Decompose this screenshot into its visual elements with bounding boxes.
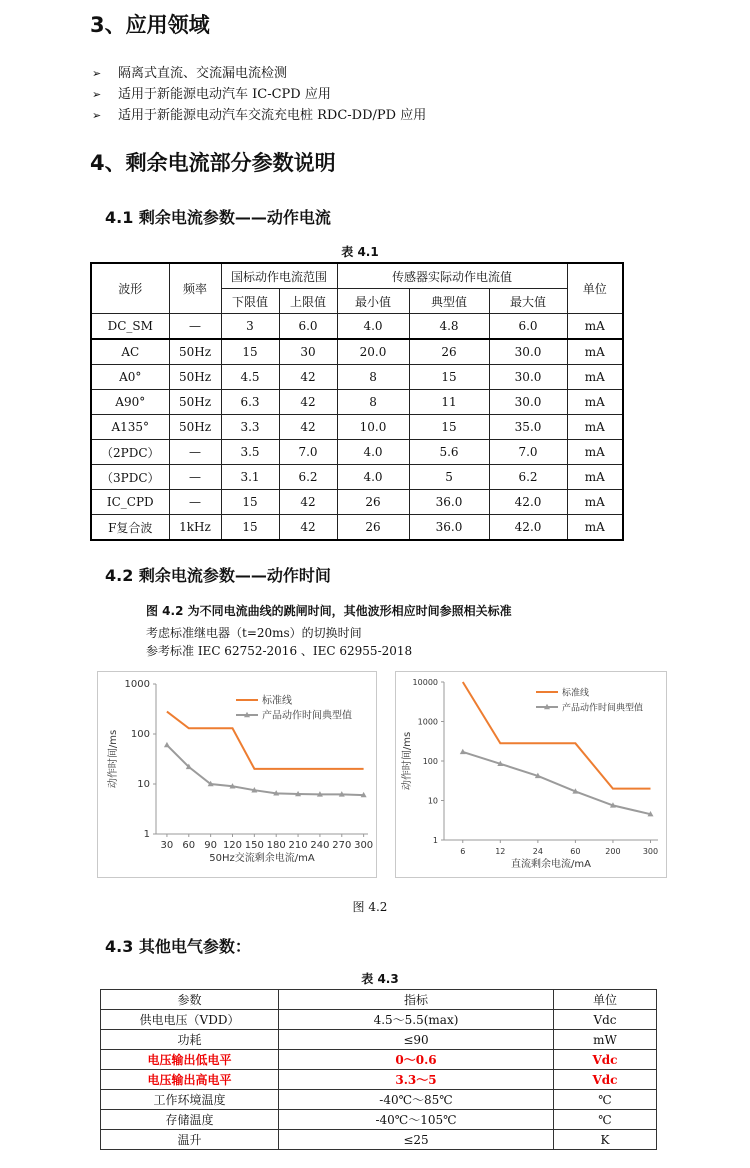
table-cell: 5.6 (409, 440, 489, 465)
table-cell: 3.3～5 (279, 1070, 554, 1090)
x-axis-label: 直流剩余电流/mA (511, 859, 591, 870)
table-cell: mA (567, 465, 623, 490)
header-unit: 单位 (567, 263, 623, 314)
table-cell: 50Hz (169, 365, 221, 390)
x-tick-label: 120 (222, 840, 243, 851)
header-upper: 上限值 (279, 289, 337, 314)
table-cell: 4.5～5.5(max) (279, 1010, 554, 1030)
x-tick-label: 240 (310, 840, 330, 851)
chart-dc (395, 671, 667, 878)
table-cell: 8 (337, 390, 409, 415)
table-cell: 42.0 (489, 490, 567, 515)
x-tick-label: 90 (204, 840, 218, 851)
table-cell: 26 (337, 490, 409, 515)
action-current-table (90, 262, 624, 541)
table-cell: 15 (409, 365, 489, 390)
table-cell: -40℃～85℃ (279, 1090, 554, 1110)
table-cell: 6.0 (279, 314, 337, 340)
table-cell: ≤90 (279, 1030, 554, 1050)
x-tick-label: 60 (182, 840, 196, 851)
header-typ: 典型值 (409, 289, 489, 314)
table-cell: 26 (409, 339, 489, 365)
table-cell: 26 (337, 515, 409, 541)
table-cell: 6.0 (489, 314, 567, 340)
table-cell: 11 (409, 390, 489, 415)
y-tick-label: 1 (143, 829, 150, 840)
section3-heading: 3、应用领域 (90, 13, 210, 37)
series-line (463, 682, 651, 789)
table-cell: mA (567, 415, 623, 440)
table-cell: ℃ (554, 1110, 657, 1130)
table-cell: 36.0 (409, 515, 489, 541)
table-cell: mA (567, 390, 623, 415)
list-item-text: 适用于新能源电动汽车 IC-CPD 应用 (118, 87, 331, 102)
list-item-text: 适用于新能源电动汽车交流充电桩 RDC-DD/PD 应用 (118, 108, 427, 123)
table-cell: F复合波 (91, 515, 169, 541)
header-lower: 下限值 (221, 289, 279, 314)
table-cell: 功耗 (101, 1030, 279, 1050)
table-cell: mA (567, 490, 623, 515)
table-cell: -40℃～105℃ (279, 1110, 554, 1130)
figure-note: 考虑标准继电器（t=20ms）的切换时间 (146, 626, 362, 640)
list-item (92, 62, 287, 81)
y-tick-label: 1000 (417, 717, 438, 727)
x-tick-label: 24 (532, 847, 543, 856)
table-row (91, 440, 623, 465)
list-item-text: 隔离式直流、交流漏电流检测 (118, 66, 288, 81)
table-cell: 0～0.6 (279, 1050, 554, 1070)
x-tick-label: 180 (266, 840, 286, 851)
table-cell: 30.0 (489, 339, 567, 365)
table-cell: — (169, 314, 221, 340)
y-tick-label: 1000 (124, 679, 150, 690)
section4-heading: 4、剩余电流部分参数说明 (90, 151, 336, 175)
figure-note: 参考标准 IEC 62752-2016 、IEC 62955-2018 (146, 644, 413, 658)
table-cell: （2PDC） (91, 440, 169, 465)
y-tick-label: 100 (422, 757, 438, 766)
table-caption: 表 4.1 (341, 245, 379, 259)
x-tick-label: 60 (570, 847, 581, 856)
x-tick-label: 300 (642, 847, 659, 856)
table-cell: 工作环境温度 (101, 1090, 279, 1110)
legend-label: 产品动作时间典型值 (562, 703, 644, 714)
legend-label: 产品动作时间典型值 (262, 710, 352, 722)
table-row (101, 1130, 657, 1150)
table-cell: 50Hz (169, 390, 221, 415)
table-cell: mA (567, 515, 623, 541)
table-cell: mA (567, 365, 623, 390)
y-tick-label: 10 (137, 779, 150, 790)
table-cell: mW (554, 1030, 657, 1050)
bullet-arrow-icon: ➢ (92, 67, 102, 80)
y-axis-label: 动作时间/ms (108, 729, 119, 789)
table-cell: 42 (279, 415, 337, 440)
table-cell: 10.0 (337, 415, 409, 440)
table-cell: 5 (409, 465, 489, 490)
table-cell: 4.5 (221, 365, 279, 390)
header-unit: 单位 (554, 990, 657, 1010)
table-cell: 50Hz (169, 415, 221, 440)
table-cell: AC (91, 339, 169, 365)
table-cell: 8 (337, 365, 409, 390)
table-cell: — (169, 440, 221, 465)
bullet-arrow-icon: ➢ (92, 88, 102, 101)
table-cell: 42 (279, 515, 337, 541)
table-row (91, 415, 623, 440)
chart-ac (97, 671, 377, 878)
table-row (101, 1050, 657, 1070)
y-tick-label: 1 (432, 836, 438, 845)
table-cell: 15 (409, 415, 489, 440)
table-cell: 36.0 (409, 490, 489, 515)
table-cell: 3.3 (221, 415, 279, 440)
y-tick-label: 100 (130, 729, 150, 740)
table-cell: DC_SM (91, 314, 169, 340)
table-row (91, 390, 623, 415)
list-item (92, 83, 331, 102)
table-cell: 3.5 (221, 440, 279, 465)
chart-dc-svg (396, 672, 666, 877)
table-cell: 电压输出高电平 (101, 1070, 279, 1090)
table-cell: 7.0 (489, 440, 567, 465)
table-cell: Vdc (554, 1050, 657, 1070)
table-cell: 4.0 (337, 314, 409, 340)
table-cell: 42 (279, 490, 337, 515)
figure-caption: 图 4.2 (352, 900, 388, 914)
table-cell: （3PDC） (91, 465, 169, 490)
x-axis-label: 50Hz交流剩余电流/mA (209, 853, 315, 864)
table-cell: 电压输出低电平 (101, 1050, 279, 1070)
header-freq: 频率 (169, 263, 221, 314)
table-row (101, 1110, 657, 1130)
data-point (460, 749, 466, 754)
table-cell: A0° (91, 365, 169, 390)
chart-ac-svg (98, 672, 376, 877)
table-cell: 35.0 (489, 415, 567, 440)
table-cell: 42 (279, 390, 337, 415)
table-cell: 3.1 (221, 465, 279, 490)
x-tick-label: 12 (495, 847, 506, 856)
table-caption: 表 4.3 (361, 972, 399, 986)
x-tick-label: 6 (460, 847, 466, 856)
electrical-params-table (100, 989, 657, 1150)
header-param: 参数 (101, 990, 279, 1010)
table-row (101, 1070, 657, 1090)
table-row (101, 1010, 657, 1030)
series-line (167, 745, 364, 795)
table-row (91, 490, 623, 515)
table-cell: mA (567, 440, 623, 465)
table-cell: 30.0 (489, 365, 567, 390)
table-cell: — (169, 490, 221, 515)
table-cell: A135° (91, 415, 169, 440)
table-cell: Vdc (554, 1010, 657, 1030)
header-max: 最大值 (489, 289, 567, 314)
table-cell: 4.8 (409, 314, 489, 340)
table-cell: 3 (221, 314, 279, 340)
table-cell: Vdc (554, 1070, 657, 1090)
table-cell: 42 (279, 365, 337, 390)
x-tick-label: 150 (244, 840, 264, 851)
table-cell: 30 (279, 339, 337, 365)
list-item (92, 104, 426, 123)
header-spec: 指标 (279, 990, 554, 1010)
table-cell: 20.0 (337, 339, 409, 365)
table-cell: A90° (91, 390, 169, 415)
table-row (101, 1090, 657, 1110)
table-cell: 30.0 (489, 390, 567, 415)
data-point (164, 742, 170, 747)
table-row (101, 1030, 657, 1050)
table-cell: 6.2 (279, 465, 337, 490)
table-cell: 存储温度 (101, 1110, 279, 1130)
table-row (91, 515, 623, 541)
y-tick-label: 10000 (412, 678, 438, 687)
section42-heading: 4.2 剩余电流参数——动作时间 (105, 566, 331, 585)
table-cell: — (169, 465, 221, 490)
table-cell: mA (567, 314, 623, 340)
x-tick-label: 270 (332, 840, 352, 851)
x-tick-label: 200 (605, 847, 621, 856)
table-row (91, 365, 623, 390)
table-row (91, 339, 623, 365)
section43-heading: 4.3 其他电气参数： (105, 937, 251, 956)
table-cell: 7.0 (279, 440, 337, 465)
legend-label: 标准线 (262, 695, 292, 707)
table-cell: 供电电压（VDD） (101, 1010, 279, 1030)
table-cell: IC_CPD (91, 490, 169, 515)
table-cell: ≤25 (279, 1130, 554, 1150)
x-tick-label: 210 (288, 840, 308, 851)
table-cell: ℃ (554, 1090, 657, 1110)
header-min: 最小值 (337, 289, 409, 314)
table-cell: 42.0 (489, 515, 567, 541)
table-cell: 15 (221, 490, 279, 515)
y-tick-label: 10 (427, 796, 438, 806)
y-axis-label: 动作时间/ms (402, 731, 413, 791)
legend-label: 标准线 (562, 688, 590, 699)
table-cell: 4.0 (337, 440, 409, 465)
table-cell: K (554, 1130, 657, 1150)
x-tick-label: 30 (160, 840, 174, 851)
header-waveform: 波形 (91, 263, 169, 314)
table-row (91, 465, 623, 490)
figure-title: 图 4.2 为不同电流曲线的跳闸时间，其他波形相应时间参照相关标准 (146, 604, 512, 618)
header-national: 国标动作电流范围 (221, 263, 337, 289)
header-sensor: 传感器实际动作电流值 (337, 263, 567, 289)
table-cell: 温升 (101, 1130, 279, 1150)
section41-heading: 4.1 剩余电流参数——动作电流 (105, 208, 331, 227)
series-line (463, 752, 651, 814)
table-cell: 50Hz (169, 339, 221, 365)
table-cell: mA (567, 339, 623, 365)
table-row (91, 314, 623, 340)
table-cell: 4.0 (337, 465, 409, 490)
table-cell: 6.2 (489, 465, 567, 490)
table-cell: 15 (221, 515, 279, 541)
table-cell: 1kHz (169, 515, 221, 541)
bullet-arrow-icon: ➢ (92, 109, 102, 122)
table-cell: 15 (221, 339, 279, 365)
x-tick-label: 300 (354, 840, 374, 851)
table-cell: 6.3 (221, 390, 279, 415)
